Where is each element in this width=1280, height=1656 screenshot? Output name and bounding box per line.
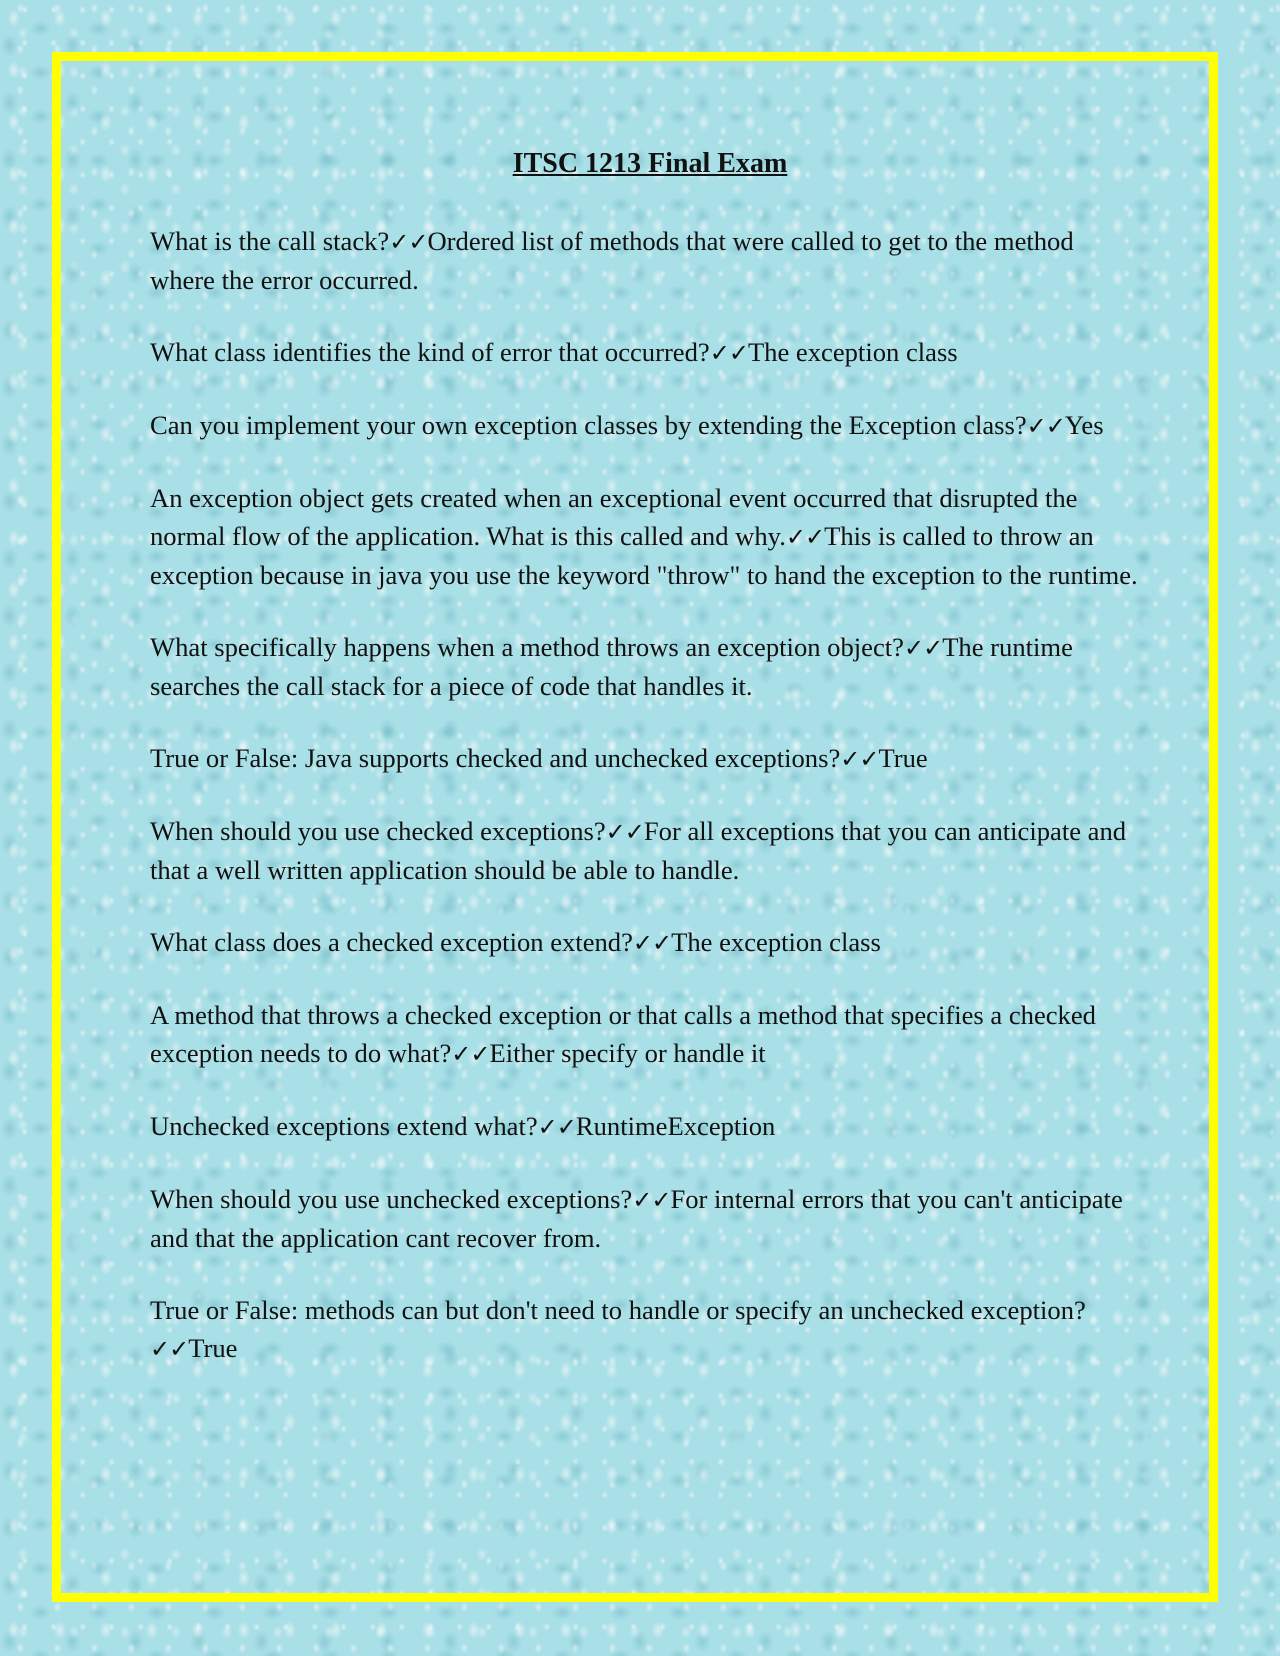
double-check-icon: ✓✓	[785, 523, 825, 551]
double-check-icon: ✓✓	[709, 339, 748, 367]
double-check-icon: ✓✓	[150, 1335, 189, 1363]
qa-item	[150, 1180, 1140, 1257]
answer-text: For internal errors that you can't anticipate and that the application cant recover from.	[150, 1184, 1123, 1253]
answer-text: The exception class	[671, 927, 881, 957]
qa-item	[150, 996, 1140, 1073]
answer-text: True	[188, 1333, 238, 1363]
double-check-icon: ✓✓	[632, 1186, 671, 1214]
qa-item	[150, 812, 1140, 889]
qa-item	[150, 628, 1140, 705]
question-text: What class does a checked exception extend?	[150, 927, 633, 957]
double-check-icon: ✓✓	[840, 745, 879, 773]
answer-text: The exception class	[747, 337, 958, 367]
answer-text: RuntimeException	[575, 1111, 776, 1141]
document-body	[150, 148, 1140, 1402]
answer-text: True	[878, 743, 928, 773]
double-check-icon: ✓✓	[632, 929, 672, 957]
qa-item	[150, 1291, 1140, 1368]
qa-item	[150, 479, 1140, 594]
qa-item	[150, 739, 1140, 778]
answer-text: Yes	[1064, 410, 1104, 440]
question-text: When should you use checked exceptions?	[150, 816, 606, 846]
question-text: What is the call stack?	[150, 226, 390, 256]
question-text: What specifically happens when a method throws an exception object?	[150, 632, 904, 662]
qa-item	[150, 923, 1140, 962]
answer-text: Ordered list of methods that were called to get to the method where the error occurred.	[150, 226, 1074, 295]
answer-text: Either specify or handle it	[489, 1038, 766, 1068]
qa-item	[150, 333, 1140, 372]
qa-item	[150, 222, 1140, 299]
document-title: ITSC 1213 Final Exam	[512, 148, 788, 179]
double-check-icon: ✓✓	[451, 1040, 490, 1068]
double-check-icon: ✓✓	[605, 818, 644, 846]
answer-text: This is called to throw an exception because in java you use the keyword "throw" to hand the exception to the runtime.	[150, 521, 1138, 590]
question-text: Can you implement your own exception classes by extending the Exception class?	[150, 410, 1027, 440]
double-check-icon: ✓✓	[903, 634, 943, 662]
question-text: True or False: methods can but don't need to handle or specify an unchecked exception?	[150, 1295, 1086, 1325]
question-text: An exception object gets created when an exceptional event occurred that disrupted the normal flow of the application. What is this called and why.	[150, 483, 1078, 551]
question-text: A method that throws a checked exception or that calls a method that specifies a checked exception needs to do what?	[150, 1000, 1096, 1068]
double-check-icon: ✓✓	[1026, 412, 1065, 440]
double-check-icon: ✓✓	[537, 1113, 576, 1141]
qa-item	[150, 1107, 1140, 1146]
question-text: What class identifies the kind of error that occurred?	[150, 337, 710, 367]
answer-text: For all exceptions that you can anticipate and that a well written application should be able to handle.	[150, 816, 1127, 885]
double-check-icon: ✓✓	[389, 228, 428, 256]
qa-item	[150, 406, 1140, 445]
question-text: When should you use unchecked exceptions?	[150, 1184, 633, 1214]
answer-text: The runtime searches the call stack for a piece of code that handles it.	[150, 632, 1073, 701]
question-text: True or False: Java supports checked and unchecked exceptions?	[150, 743, 841, 773]
question-text: Unchecked exceptions extend what?	[150, 1111, 538, 1141]
